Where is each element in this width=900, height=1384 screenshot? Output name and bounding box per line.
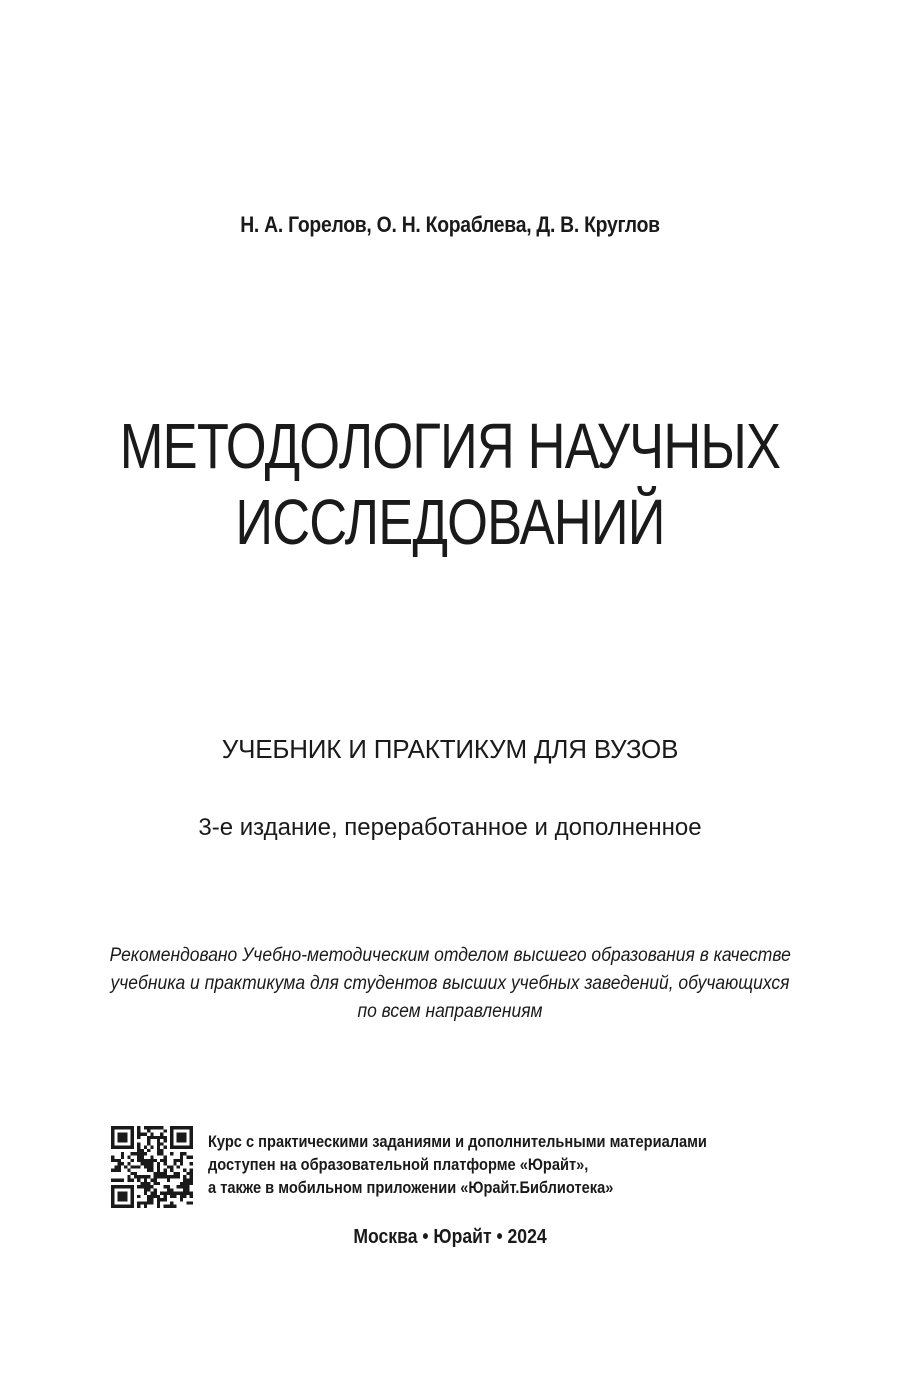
authors: Н. А. Горелов, О. Н. Кораблева, Д. В. Круглов bbox=[240, 212, 660, 237]
qr-code-icon[interactable] bbox=[111, 1126, 193, 1208]
recommendation-text bbox=[110, 942, 791, 1026]
book-title-line-2: ИССЛЕДОВАНИЙ bbox=[235, 486, 665, 558]
recommendation-line-2: учебника и практикума для студентов высших учебных заведений, обучающихся bbox=[110, 973, 790, 994]
course-info-line-3: а также в мобильном приложении «Юрайт.Библиотека» bbox=[208, 1178, 614, 1197]
edition-note: 3-е издание, переработанное и дополненное bbox=[198, 814, 702, 841]
course-info bbox=[208, 1130, 707, 1199]
recommendation-line-3: по всем направлениям bbox=[357, 1001, 543, 1022]
publisher-imprint: Москва • Юрайт • 2024 bbox=[353, 1226, 547, 1248]
book-title-line-1: МЕТОДОЛОГИЯ НАУЧНЫХ bbox=[119, 410, 781, 482]
book-title bbox=[81, 408, 819, 560]
book-subtitle: УЧЕБНИК И ПРАКТИКУМ ДЛЯ ВУЗОВ bbox=[221, 734, 679, 764]
recommendation-line-1: Рекомендовано Учебно-методическим отделом высшего образования в качестве bbox=[109, 945, 791, 966]
course-info-line-1: Курс с практическими заданиями и дополнительными материалами bbox=[208, 1132, 707, 1151]
course-info-line-2: доступен на образовательной платформе «Юрайт», bbox=[208, 1155, 589, 1174]
